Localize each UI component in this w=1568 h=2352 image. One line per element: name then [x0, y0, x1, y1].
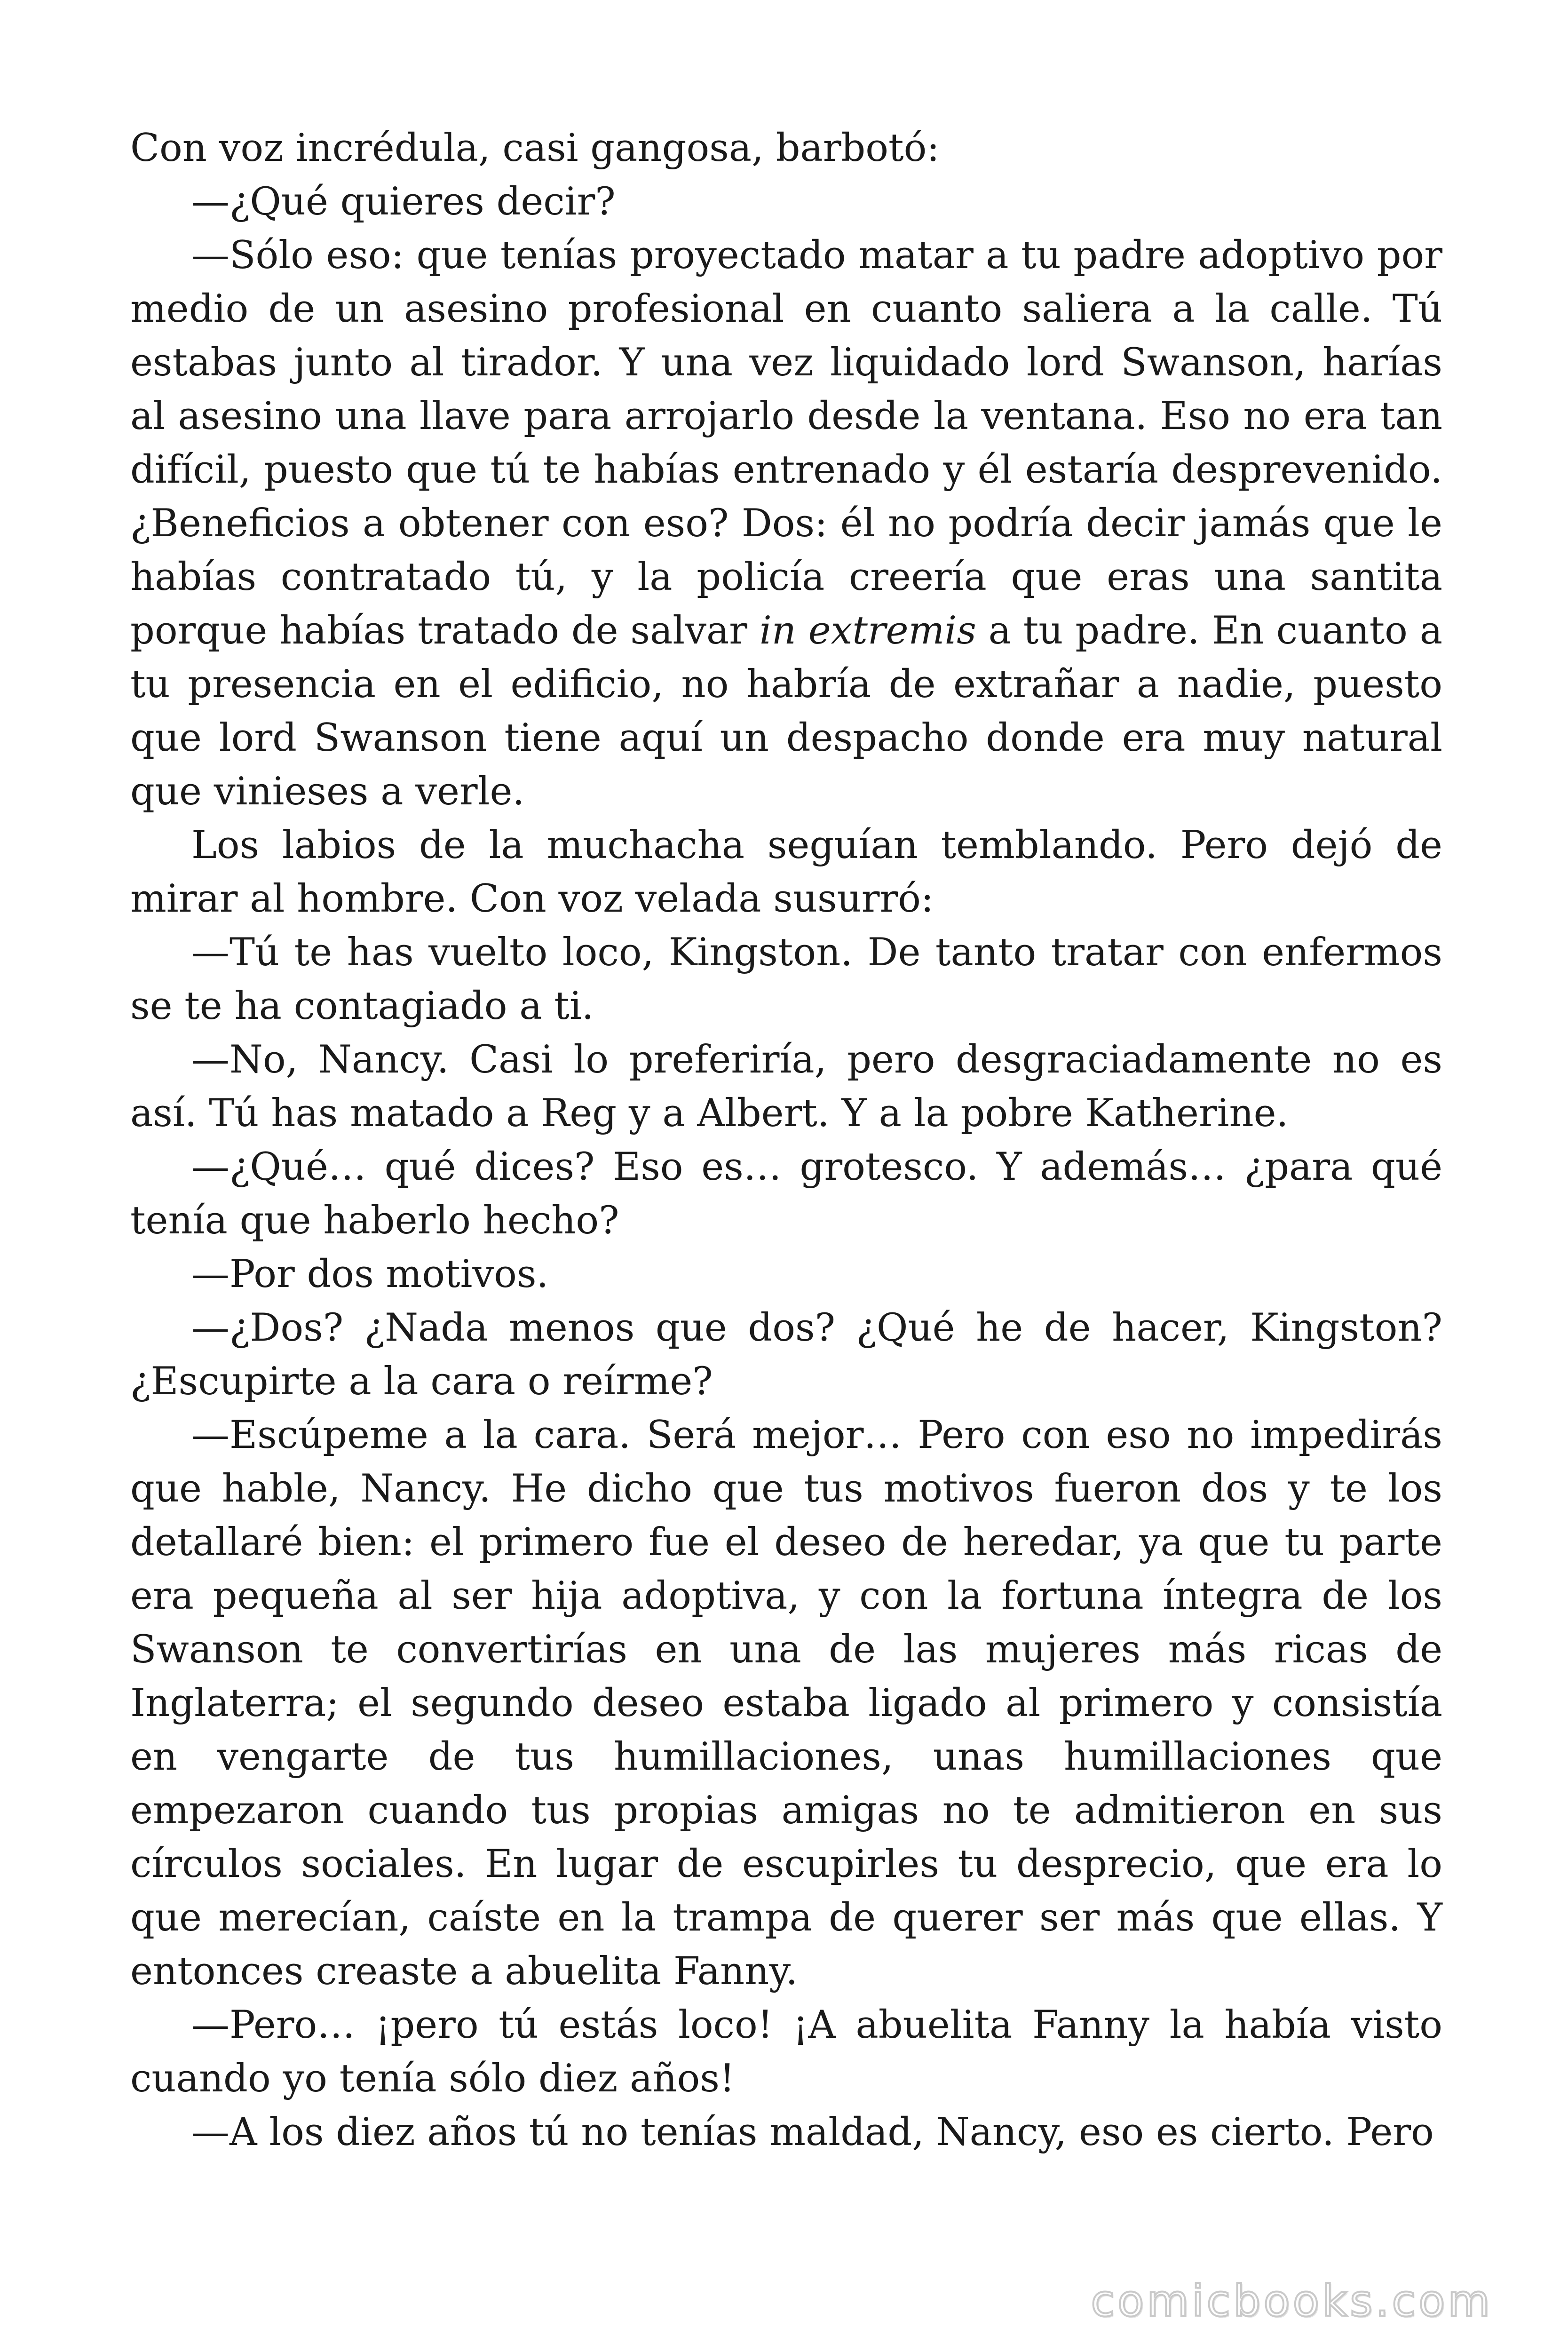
paragraph-7	[130, 1140, 1442, 1248]
watermark-text: comicbooks.com	[1091, 2276, 1493, 2326]
paragraph-8	[130, 1248, 1442, 1301]
paragraph-1	[130, 121, 1442, 175]
paragraph-4-text: Los labios de la muchacha seguían temblando. Pero dejó de mirar al hombre. Con voz velada susurró:	[130, 823, 1442, 921]
paragraph-3-text-b: a tu padre. En cuanto a tu presencia en el edificio, no habría de extrañar a nadie, puesto que lord Swanson tiene aquí un despacho donde era muy natural que vinieses a verle.	[130, 609, 1443, 814]
paragraph-11-text: —Pero… ¡pero tú estás loco! ¡A abuelita Fanny la había visto cuando yo tenía sólo diez años!	[130, 2003, 1442, 2101]
paragraph-9	[130, 1301, 1442, 1408]
paragraph-2	[130, 175, 1442, 229]
paragraph-5	[130, 926, 1442, 1033]
paragraph-9-text: —¿Dos? ¿Nada menos que dos? ¿Qué he de hacer, Kingston? ¿Escupirte a la cara o reírme?	[130, 1306, 1442, 1404]
paragraph-6-text: —No, Nancy. Casi lo preferiría, pero desgraciadamente no es así. Tú has matado a Reg y a Albert. Y a la pobre Katherine.	[130, 1038, 1442, 1136]
paragraph-2-text: —¿Qué quieres decir?	[191, 180, 616, 224]
paragraph-8-text: —Por dos motivos.	[191, 1252, 549, 1296]
paragraph-3	[130, 229, 1442, 818]
paragraph-10	[130, 1408, 1442, 1998]
paragraph-3-italic: in extremis	[759, 609, 976, 653]
paragraph-10-text: —Escúpeme a la cara. Será mejor… Pero con eso no impedirás que hable, Nancy. He dicho que tus motivos fueron dos y te los detallaré bien: el primero fue el deseo de heredar, ya que tu parte era pequeña al ser hija adoptiva, y con la fortuna íntegra de los Swanson te convertirías en una de las mujeres más ricas de Inglaterra; el segundo deseo estaba ligado al primero y consistía en vengarte de tus humillaciones, unas humillaciones que empezaron cuando tus propias amigas no te admitieron en sus círculos sociales. En lugar de escupirles tu desprecio, que era lo que merecían, caíste en la trampa de querer ser más que ellas. Y entonces creaste a abuelita Fanny.	[130, 1413, 1442, 1994]
paragraph-12	[130, 2106, 1442, 2159]
paragraph-4	[130, 818, 1442, 926]
paragraph-6	[130, 1033, 1442, 1140]
paragraph-3-text-a: —Sólo eso: que tenías proyectado matar a tu padre adoptivo por medio de un asesino profesional en cuanto saliera a la calle. Tú estabas junto al tirador. Y una vez liquidado lord Swanson, harías al asesino una llave para arrojarlo desde la ventana. Eso no era tan difícil, puesto que tú te habías entrenado y él estaría desprevenido. ¿Beneficios a obtener con eso? Dos: él no podría decir jamás que le habías contratado tú, y la policía creería que eras una santita porque habías tratado de salvar	[130, 233, 1442, 653]
paragraph-11	[130, 1998, 1442, 2106]
paragraph-12-text: —A los diez años tú no tenías maldad, Nancy, eso es cierto. Pero	[191, 2110, 1434, 2154]
paragraph-7-text: —¿Qué… qué dices? Eso es… grotesco. Y además… ¿para qué tenía que haberlo hecho?	[130, 1145, 1442, 1243]
body-text	[130, 121, 1442, 2159]
paragraph-5-text: —Tú te has vuelto loco, Kingston. De tanto tratar con enfermos se te ha contagiado a ti.	[130, 930, 1442, 1028]
paragraph-1-text: Con voz incrédula, casi gangosa, barbotó:	[130, 126, 940, 170]
